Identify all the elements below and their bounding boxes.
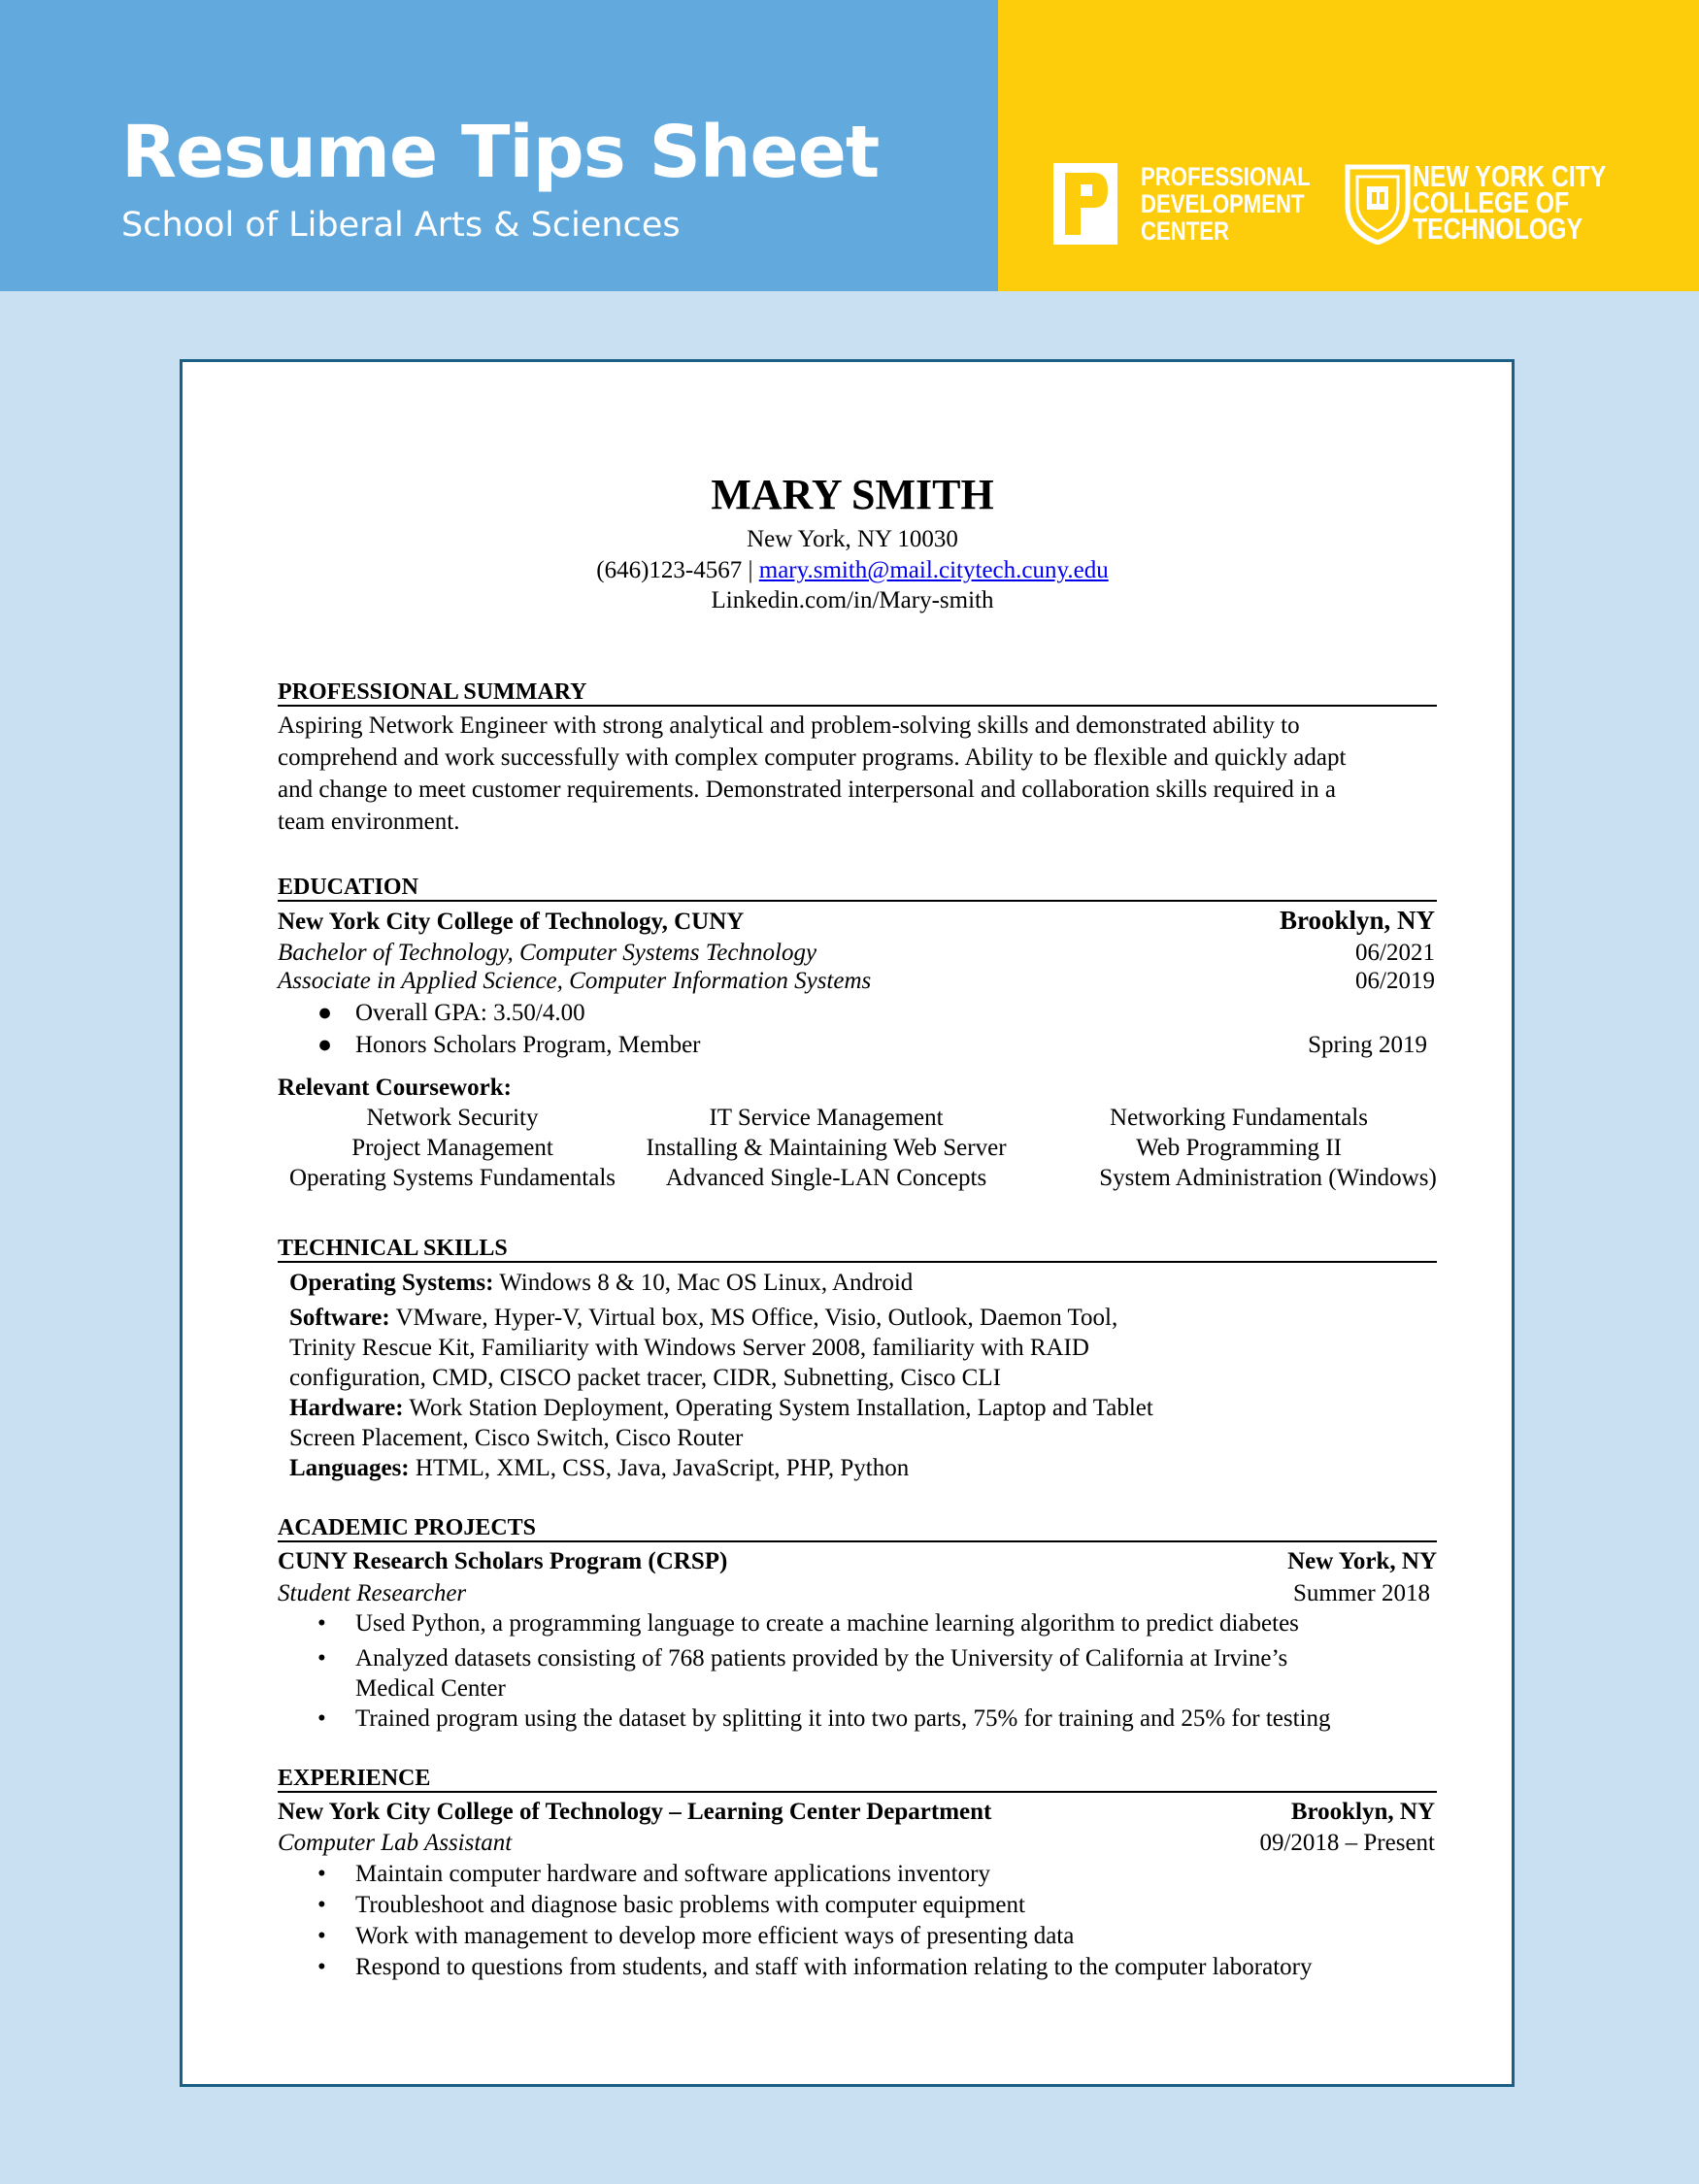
project-bullet: Analyzed datasets consisting of 768 patients provided by the University of California at Irvine’s: [355, 1645, 1288, 1671]
section-heading-summary: PROFESSIONAL SUMMARY: [278, 679, 1437, 707]
pdc-logo-text: PROFESSIONAL DEVELOPMENT CENTER: [1141, 162, 1311, 246]
bullet-icon: •: [317, 1861, 326, 1887]
summary-line: comprehend and work successfully with complex computer programs. Ability to be flexible and quickly adapt: [278, 745, 1347, 771]
bullet-icon: •: [317, 1645, 326, 1671]
education-school: New York City College of Technology, CUNY: [278, 909, 745, 935]
course-item: Project Management: [351, 1135, 553, 1161]
resume-phone: (646)123-4567 |: [596, 557, 759, 583]
summary-line: Aspiring Network Engineer with strong analytical and problem-solving skills and demonstrated ability to: [278, 712, 1300, 739]
resume-email-link[interactable]: mary.smith@mail.citytech.cuny.edu: [758, 557, 1109, 583]
bullet-icon: •: [317, 1892, 326, 1918]
education-location: Brooklyn, NY: [1279, 906, 1435, 935]
header-banner-yellow: [998, 0, 1699, 291]
resume-name: MARY SMITH: [711, 471, 994, 518]
bullet-icon: •: [317, 1610, 326, 1637]
education-degree: Associate in Applied Science, Computer Information Systems: [278, 968, 872, 994]
coursework-label: Relevant Coursework:: [278, 1075, 512, 1101]
college-seal-icon: [1342, 163, 1414, 245]
skills-languages: Languages: HTML, XML, CSS, Java, JavaScript, PHP, Python: [289, 1455, 910, 1481]
pdc-logo-icon: [1053, 163, 1117, 245]
experience-org: New York City College of Technology – Learning Center Department: [278, 1799, 992, 1825]
course-item: Network Security: [366, 1105, 539, 1131]
project-org: CUNY Research Scholars Program (CRSP): [278, 1548, 728, 1574]
project-bullet: Trained program using the dataset by splitting it into two parts, 75% for training and 25% for testing: [355, 1705, 1331, 1732]
summary-line: team environment.: [278, 809, 460, 835]
resume-linkedin: Linkedin.com/in/Mary-smith: [711, 587, 994, 613]
experience-role: Computer Lab Assistant: [278, 1830, 513, 1856]
page-title: Resume Tips Sheet: [121, 111, 880, 194]
education-degree: Bachelor of Technology, Computer Systems Technology: [278, 940, 817, 966]
college-logo-text: NEW YORK CITY COLLEGE OF TECHNOLOGY: [1413, 159, 1607, 246]
course-item: Installing & Maintaining Web Server: [646, 1135, 1007, 1161]
experience-bullet: Work with management to develop more efficient ways of presenting data: [355, 1923, 1075, 1949]
section-heading-projects: ACADEMIC PROJECTS: [278, 1515, 1437, 1542]
project-bullet-cont: Medical Center: [355, 1675, 506, 1702]
experience-bullet: Respond to questions from students, and staff with information relating to the computer laboratory: [355, 1954, 1313, 1980]
project-date: Summer 2018: [1293, 1580, 1430, 1606]
education-date: 06/2021: [1355, 940, 1435, 966]
section-heading-skills: TECHNICAL SKILLS: [278, 1236, 1437, 1263]
skills-hardware: Hardware: Work Station Deployment, Operating System Installation, Laptop and Tablet: [289, 1395, 1153, 1421]
course-item: IT Service Management: [709, 1105, 944, 1131]
education-honors: Honors Scholars Program, Member: [355, 1032, 701, 1058]
bullet-icon: •: [317, 1923, 326, 1949]
education-gpa: Overall GPA: 3.50/4.00: [355, 1000, 585, 1026]
section-heading-experience: EXPERIENCE: [278, 1766, 1437, 1793]
skills-software-cont: Trinity Rescue Kit, Familiarity with Windows Server 2008, familiarity with RAID: [289, 1335, 1089, 1361]
project-bullet: Used Python, a programming language to create a machine learning algorithm to predict diabetes: [355, 1610, 1299, 1637]
project-role: Student Researcher: [278, 1580, 467, 1606]
course-item: Advanced Single-LAN Concepts: [665, 1165, 987, 1191]
experience-bullet: Maintain computer hardware and software applications inventory: [355, 1861, 990, 1887]
experience-date: 09/2018 – Present: [1259, 1830, 1435, 1856]
bullet-icon: •: [317, 1954, 326, 1980]
page-subtitle: School of Liberal Arts & Sciences: [121, 206, 681, 245]
skills-software: Software: VMware, Hyper-V, Virtual box, MS Office, Visio, Outlook, Daemon Tool,: [289, 1305, 1118, 1331]
education-date: 06/2019: [1355, 968, 1435, 994]
course-item: Web Programming II: [1136, 1135, 1342, 1161]
summary-line: and change to meet customer requirements. Demonstrated interpersonal and collaboration skills required in a: [278, 777, 1336, 803]
experience-bullet: Troubleshoot and diagnose basic problems with computer equipment: [355, 1892, 1025, 1918]
project-location: New York, NY: [1287, 1548, 1437, 1574]
bullet-icon: •: [317, 1705, 326, 1732]
skills-hardware-cont: Screen Placement, Cisco Switch, Cisco Router: [289, 1425, 744, 1451]
course-item: System Administration (Windows): [1099, 1165, 1437, 1191]
section-heading-education: EDUCATION: [278, 875, 1437, 902]
resume-sample: [180, 359, 1515, 2087]
course-item: Networking Fundamentals: [1110, 1105, 1368, 1131]
skills-software-cont: configuration, CMD, CISCO packet tracer, CIDR, Subnetting, Cisco CLI: [289, 1365, 1001, 1391]
course-item: Operating Systems Fundamentals: [288, 1165, 616, 1191]
education-honors-date: Spring 2019: [1308, 1032, 1427, 1058]
resume-phone-email: [278, 556, 1427, 585]
bullet-icon: ●: [317, 1000, 333, 1026]
resume-address: New York, NY 10030: [747, 526, 958, 552]
experience-location: Brooklyn, NY: [1290, 1799, 1435, 1825]
skills-os: Operating Systems: Windows 8 & 10, Mac OS Linux, Android: [289, 1270, 914, 1296]
bullet-icon: ●: [317, 1032, 333, 1058]
